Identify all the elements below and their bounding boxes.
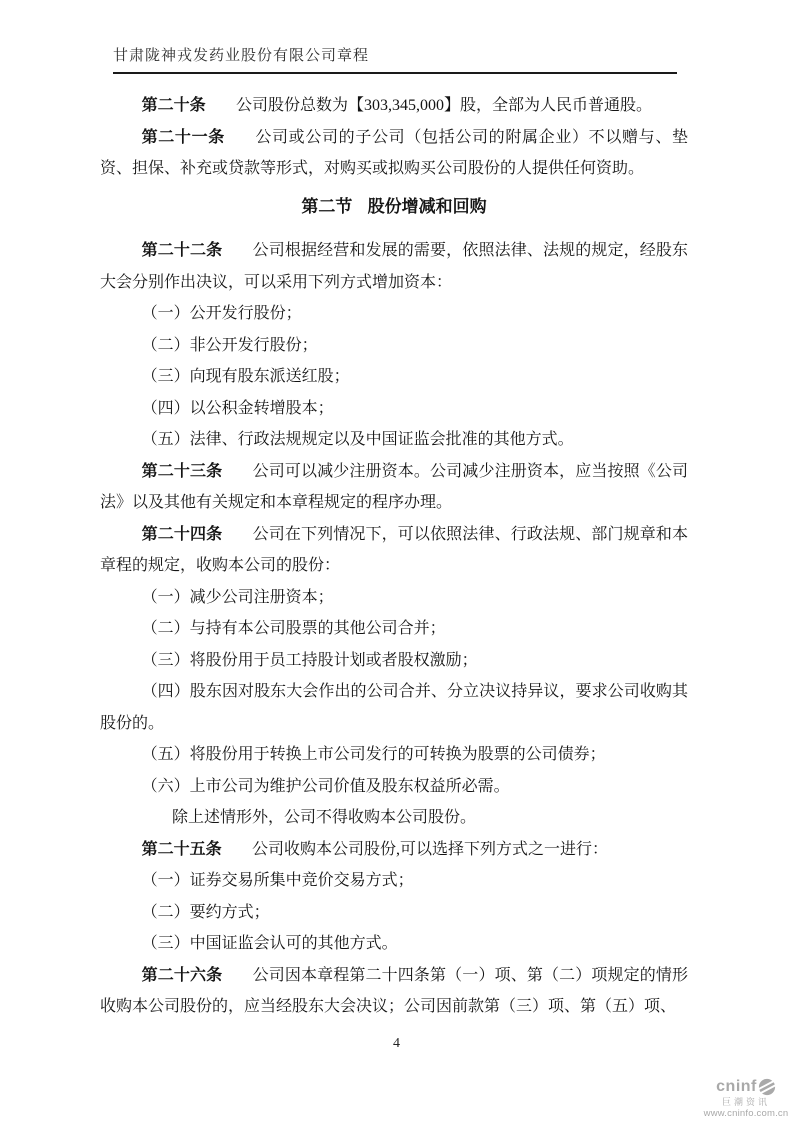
article-number: 第二十五条 — [141, 840, 222, 858]
paragraph: 第二十六条 公司因本章程第二十四条第（一）项、第（二）项规定的情形收购本公司股份的，应当经股东大会决议；公司因前款第（三）项、第（五）项、 — [100, 966, 688, 1015]
article-number: 第二十四条 — [141, 525, 223, 543]
paragraph: 第二十四条 公司在下列情况下，可以依照法律、行政法规、部门规章和本章程的规定，收购本公司的股份： — [100, 525, 688, 574]
document-body — [100, 90, 688, 1023]
paragraph: 第二十一条 公司或公司的子公司（包括公司的附属企业）不以赠与、垫资、担保、补充或贷款等形式，对购买或拟购买公司股份的人提供任何资助。 — [100, 128, 688, 177]
paragraph: （四）以公积金转增股本； — [141, 399, 334, 417]
cninfo-brand-text: cninf — [716, 1078, 757, 1095]
paragraph: （五）法律、行政法规规定以及中国证监会批准的其他方式。 — [141, 431, 574, 448]
page-number: 4 — [393, 1036, 400, 1051]
paragraph: 除上述情形外，公司不得收购本公司股份。 — [172, 809, 477, 826]
paragraph: （二）与持有本公司股票的其他公司合并； — [141, 620, 446, 637]
paragraph: （二）非公开发行股份； — [141, 336, 318, 354]
section-heading: 第二节 股份增减和回购 — [301, 196, 487, 216]
article-number: 第二十三条 — [141, 462, 223, 480]
cninfo-brand-row — [702, 1078, 790, 1096]
article-number: 第二十条 — [141, 97, 206, 114]
running-header — [113, 44, 677, 74]
article-number: 第二十二条 — [141, 242, 223, 259]
paragraph: 第二十五条 公司收购本公司股份,可以选择下列方式之一进行： — [141, 840, 609, 858]
paragraph: （六）上市公司为维护公司价值及股东权益所必需。 — [141, 777, 510, 795]
paragraph: （一）减少公司注册资本； — [141, 588, 334, 606]
article-number: 第二十六条 — [141, 966, 223, 984]
section-number: 第二节 — [301, 196, 353, 216]
paragraph: （一）证券交易所集中竞价交易方式； — [141, 872, 414, 889]
paragraph: （二）要约方式； — [141, 903, 270, 921]
paragraph: （三）向现有股东派送红股； — [141, 368, 350, 385]
paragraph: （四）股东因对股东大会作出的公司合并、分立决议持异议，要求公司收购其股份的。 — [100, 683, 688, 732]
paragraph: 第二十三条 公司可以减少注册资本。公司减少注册资本，应当按照《公司法》以及其他有关规定和本章程规定的程序办理。 — [100, 462, 688, 511]
paragraph: 第二十条 公司股份总数为【303,345,000】股，全部为人民币普通股。 — [141, 97, 653, 114]
paragraph: 第二十二条 公司根据经营和发展的需要，依照法律、法规的规定，经股东大会分别作出决议，可以采用下列方式增加资本： — [100, 242, 688, 291]
paragraph: （三）将股份用于员工持股计划或者股权激励； — [141, 651, 478, 669]
cninfo-chinese-name: 巨潮资讯 — [721, 1097, 770, 1108]
cninfo-watermark — [702, 1078, 790, 1120]
article-number: 第二十一条 — [141, 128, 225, 146]
paragraph: （一）公开发行股份； — [141, 305, 302, 322]
cninfo-swirl-icon — [758, 1078, 776, 1096]
header-title: 甘肃陇神戎发药业股份有限公司章程 — [113, 48, 370, 64]
paragraph: （三）中国证监会认可的其他方式。 — [141, 935, 398, 952]
paragraph: （五）将股份用于转换上市公司发行的可转换为股票的公司债券； — [141, 746, 606, 763]
cninfo-url-text: www.cninfo.com.cn — [703, 1107, 789, 1119]
